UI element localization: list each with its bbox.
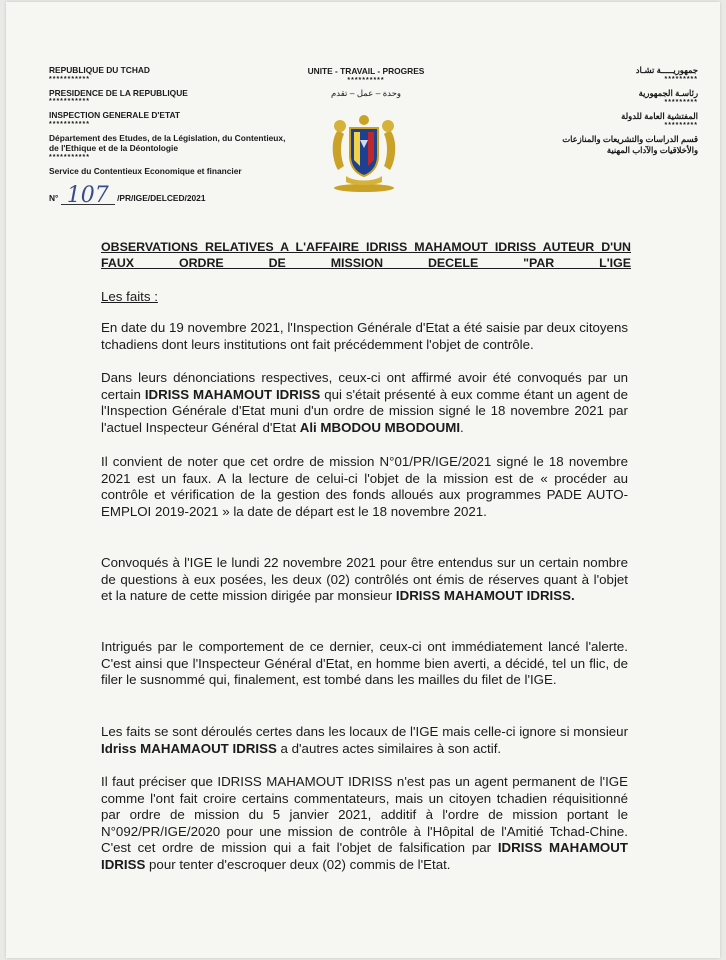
document-title: OBSERVATIONS RELATIVES A L'AFFAIRE IDRISS MAHAMOUT IDRISS AUTEUR D'UN FAUX ORDRE DE MISSION DECELE "PAR L'IGE <box>101 240 631 270</box>
paragraph-2-name: IDRISS MAHAMOUT IDRISS <box>144 386 321 402</box>
separator-stars: *********** <box>49 120 90 128</box>
country-name-arabic: جمهوريـــــة تشـاد <box>635 65 698 75</box>
paragraph-4 <box>101 555 628 605</box>
paragraph-2-text: qui s'était présenté à eux comme étant un agent de l'Inspection Générale d'Etat muni d'un ordre de mission signé le 18 novembre 2021 par l'actuel Inspecteur Général d'Etat <box>101 386 628 435</box>
paragraph-7-name: IDRISS MAHAMOUT IDRISS <box>101 840 628 872</box>
document-page <box>6 2 720 958</box>
separator-stars: *********** <box>49 75 90 83</box>
paragraph-6-text: Les faits se sont déroulés certes dans les locaux de l'IGE mais celle-ci ignore si monsieur <box>101 724 628 739</box>
inspection-name: INSPECTION GENERALE D'ETAT <box>49 110 181 120</box>
header-left-block <box>49 65 289 176</box>
presidency-name: PRESIDENCE DE LA REPUBLIQUE <box>49 87 188 98</box>
separator-stars: ********* <box>664 122 698 129</box>
paragraph-6 <box>101 724 628 757</box>
national-motto: UNITE - TRAVAIL - PROGRES <box>307 66 425 76</box>
section-title: Les faits : <box>101 289 158 304</box>
separator-stars: *********** <box>49 98 90 105</box>
country-name: REPUBLIQUE DU TCHAD <box>49 65 150 75</box>
separator-stars: ********** <box>347 77 385 84</box>
coat-of-arms-emblem <box>324 110 404 194</box>
inspection-name-arabic: المفتشية العامة للدولة <box>621 111 698 121</box>
paragraph-2-official-name: Ali MBODOU MBODOUMI <box>299 419 461 435</box>
presidency-name-arabic: رئاسـة الجمهورية <box>638 88 698 98</box>
reference-number-line <box>49 183 206 208</box>
service-name: Service du Contentieux Economique et financier <box>49 165 242 176</box>
national-motto-arabic: وحدة – عمل – تقدم <box>331 88 401 98</box>
reference-handwritten-number: 107 <box>61 188 115 205</box>
paragraph-7-text: Il faut préciser que IDRISS MAHAMOUT IDRISS n'est pas un agent permanent de l'IGE comme l'ont fait croire certains commentateurs, mais un citoyen tchadien réquisitionné par ordre de mission du 5 janvier 2021, additif à l'ordre de mission portant le N°092/PR/IGE/2020 pour une mission de contrôle à l'Hôpital de l'Amitié Tchad-Chine. C'est cet ordre de mission qui a fait l'objet de falsification par <box>101 774 628 856</box>
paragraph-1: En date du 19 novembre 2021, l'Inspection Générale d'Etat a été saisie par deux citoyens tchadiens dont leurs institutions ont fait précédemment l'objet de contrôle. <box>101 320 628 352</box>
header-center-block <box>296 66 436 99</box>
department-name-arabic-2: والأخلاقيات والآداب المهنية <box>606 145 698 155</box>
reference-prefix: N° <box>49 193 59 203</box>
department-name: Département des Etudes, de la Législation, du Contentieux, de l'Ethique et de la Déontologie <box>49 132 286 153</box>
paragraph-4-text: Convoqués à l'IGE le lundi 22 novembre 2021 pour être entendus sur un certain nombre de questions à eux posées, les deux (02) contrôlés ont émis de réserves quant à l'objet et la nature de cette mission dirigée par monsieur <box>101 555 628 604</box>
paragraph-6-name: Idriss MAHAMAOUT IDRISS <box>101 740 277 756</box>
header-right-block-arabic <box>468 65 698 156</box>
paragraph-3: Il convient de noter que cet ordre de mission N°01/PR/IGE/2021 signé le 18 novembre 2021 est un faux. A la lecture de celui-ci l'objet de la mission est de « procéder au contrôle et vérification de la gestion des fonds alloués aux programmes PADE AUTO-EMPLOI 2019-2021 » la date de départ est le 18 novembre 2021. <box>101 454 628 519</box>
paragraph-7 <box>101 774 628 874</box>
paragraph-6-text: a d'autres actes similaires à son actif. <box>276 740 502 756</box>
paragraph-5: Intrigués par le comportement de ce dernier, ceux-ci ont immédiatement lancé l'alerte. C'est ainsi que l'Inspecteur Général d'Etat, en homme bien averti, a décidé, tel un flic, de filer le susnommé qui, finalement, est tombé dans les mailles du filet de l'IGE. <box>101 639 628 688</box>
paragraph-2-text: . <box>460 419 464 435</box>
paragraph-4-name: IDRISS MAHAMOUT IDRISS. <box>395 588 575 604</box>
paragraph-2 <box>101 370 628 436</box>
separator-stars: ********* <box>664 99 698 106</box>
paragraph-2-text: Dans leurs dénonciations respectives, ceux-ci ont affirmé avoir été convoqués par un certain <box>101 370 628 402</box>
separator-stars: ********* <box>664 76 698 83</box>
separator-stars: *********** <box>49 153 90 161</box>
department-name-arabic-1: قسم الدراسات والتشريعات والمنازعات <box>562 134 698 144</box>
reference-suffix: /PR/IGE/DELCED/2021 <box>117 193 206 203</box>
paragraph-7-text: pour tenter d'escroquer deux (02) commis de l'Etat. <box>145 856 451 872</box>
